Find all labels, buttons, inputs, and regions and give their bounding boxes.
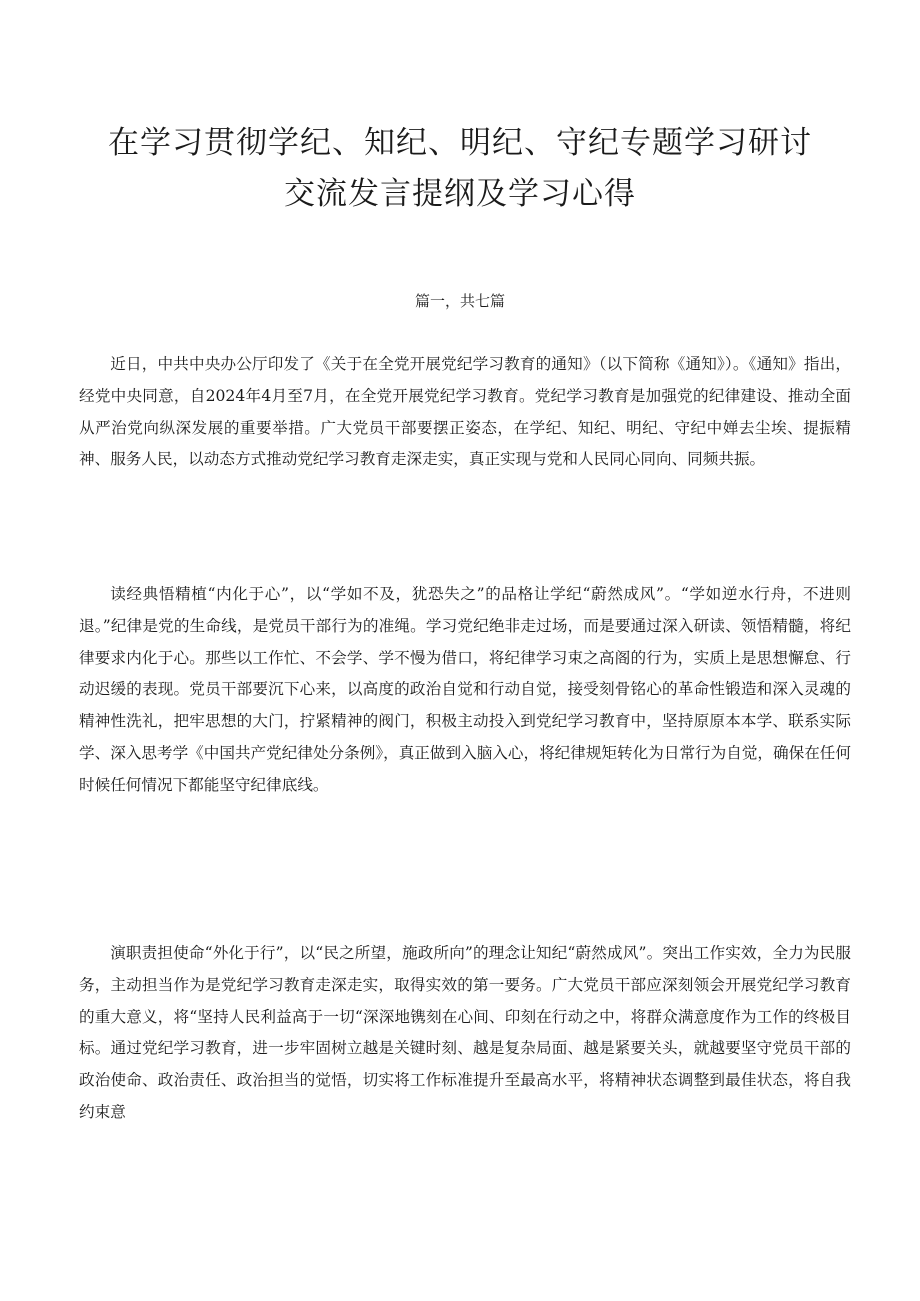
document-title — [60, 118, 860, 220]
paragraph: 近日，中共中央办公厅印发了《关于在全党开展党纪学习教育的通知》（以下简称《通知》）。《通知》指出，经党中央同意，自2024年4月至7月，在全党开展党纪学习教育。党纪学习教育是加强党的纪律建设、推动全面从严治党向纵深发展的重要举措。广大党员干部要摆正姿态，在学纪、知纪、明纪、守纪中婵去尘埃、提振精神、服务人民，以动态方式推动党纪学习教育走深走实，真正实现与党和人民同心同向、同频共振。 — [79, 355, 851, 469]
title-line-2: 交流发言提纲及学习心得 — [284, 176, 636, 212]
paragraph: 演职责担使命“外化于行”，以“民之所望，施政所向”的理念让知纪“蔚然成风”。突出工作实效，全力为民服务，主动担当作为是党纪学习教育走深走实，取得实效的第一要务。广大党员干部应深刻领会开展党纪学习教育的重大意义，将“坚持人民利益高于一切“深深地镌刻在心间、印刻在行动之中，将群众满意度作为工作的终极目标。通过党纪学习教育，进一步牢固树立越是关键时刻、越是复杂局面、越是紧要关头，就越要坚守党员干部的政治使命、政治责任、政治担当的觉悟，切实将工作标准提升至最高水平，将精神状态调整到最佳状态，将自我约束意 — [79, 944, 851, 1121]
title-line-1: 在学习贯彻学纪、知纪、明纪、守纪专题学习研讨 — [108, 125, 812, 161]
section-label: 篇一，共七篇 — [414, 292, 505, 310]
paragraph: 读经典悟精植“内化于心”，以“学如不及，犹恐失之”的品格让学纪“蔚然成风”。“学如逆水行舟，不进则退。”纪律是党的生命线，是党员干部行为的准绳。学习党纪绝非走过场，而是要通过深入研读、领悟精髓，将纪律要求内化于心。那些以工作忙、不会学、学不慢为借口，将纪律学习束之高阁的行为，实质上是思想懈怠、行动迟缓的表现。党员干部要沉下心来，以高度的政治自觉和行动自觉，接受刻骨铭心的革命性锻造和深入灵魂的精神性洗礼，把牢思想的大门，拧紧精神的阀门，积极主动投入到党纪学习教育中，坚持原原本本学、联系实际学、深入思考学《中国共产党纪律处分条例》，真正做到入脑入心，将纪律规矩转化为日常行为自觉，确保在任何时候任何情况下都能坚守纪律底线。 — [79, 585, 851, 794]
